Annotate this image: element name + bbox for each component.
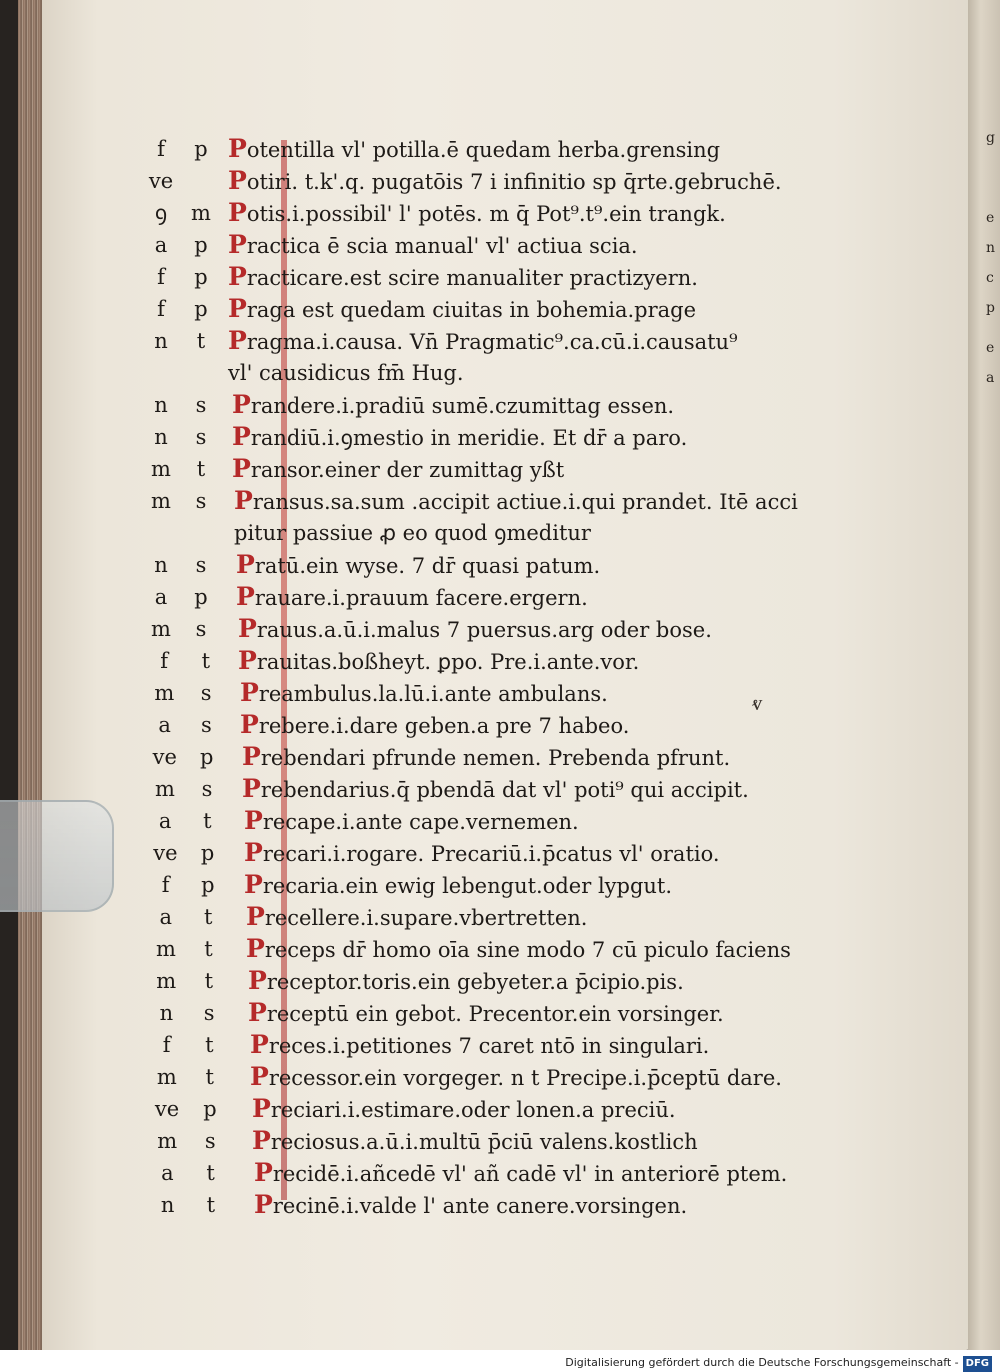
rubricated-initial: P xyxy=(244,838,263,867)
entry-remainder: receptor.toris.ein gebyeter.a p̄cipio.pis. xyxy=(266,970,684,994)
rubricated-initial: P xyxy=(232,390,251,419)
entry-text xyxy=(232,453,564,486)
grammar-mark-2: p xyxy=(194,233,208,257)
grammar-mark-1: n xyxy=(160,1193,175,1217)
grammar-mark-1: ve xyxy=(148,169,174,193)
grammar-mark-2: p xyxy=(194,297,208,321)
grammar-mark-2: t xyxy=(205,1065,214,1089)
rubricated-initial: P xyxy=(228,294,247,323)
grammar-mark-2: p xyxy=(200,841,215,865)
facing-page-letter: p xyxy=(986,300,995,316)
entry-text xyxy=(246,901,587,934)
grammar-mark-1: ꝯ xyxy=(154,201,168,225)
entry-text xyxy=(228,165,782,198)
grammar-mark-2: s xyxy=(195,425,207,449)
grammar-mark-2: s xyxy=(203,1001,215,1025)
entry-remainder: ragma.i.causa. Vn̄ Pragmatic⁹.ca.cū.i.causatu⁹ xyxy=(246,330,738,354)
entry-remainder: reces.i.petitiones 7 caret ntō in singulari. xyxy=(268,1034,710,1058)
grammar-mark-2: s xyxy=(195,553,207,577)
entry-text xyxy=(240,677,608,710)
grammar-mark-2: p xyxy=(194,585,208,609)
entry-text xyxy=(242,773,749,806)
entry-remainder: reciosus.a.ū.i.multū p̄ciū valens.kostlich xyxy=(270,1130,698,1154)
grammar-mark-1: f xyxy=(157,297,165,321)
grammar-mark-2: t xyxy=(196,329,206,353)
grammar-mark-1: ve xyxy=(152,745,177,769)
grammar-mark-2: t xyxy=(203,809,212,833)
entry-text: vl' causidicus fm̄ Hug. xyxy=(228,361,464,385)
facing-page-edge xyxy=(968,0,1000,1350)
rubricated-initial: P xyxy=(246,934,265,963)
entry-remainder: ransor.einer der zumittag yßt xyxy=(250,458,565,482)
rubricated-initial: P xyxy=(232,454,251,483)
entry-remainder: receps dr̄ homo oīa sine modo 7 cū piculo faciens xyxy=(264,938,791,962)
entry-remainder: randiū.i.ꝯmestio in meridie. Et dr̄ a paro. xyxy=(250,426,688,450)
entry-text xyxy=(240,709,629,742)
grammar-mark-1: a xyxy=(158,809,172,833)
entry-remainder: rauare.i.prauum facere.ergern. xyxy=(254,586,588,610)
grammar-mark-2: s xyxy=(200,681,212,705)
entry-text xyxy=(248,965,684,998)
entry-text xyxy=(238,645,639,678)
entry-remainder: otis.i.possibil' l' potēs. m q̄ Pot⁹.t⁹.ein trangk. xyxy=(246,202,726,226)
entry-remainder: ratū.ein wyse. 7 dr̄ quasi patum. xyxy=(254,554,601,578)
entry-remainder: reciari.i.estimare.oder lonen.a preciū. xyxy=(270,1098,676,1122)
entry-text xyxy=(246,933,791,966)
entry-text xyxy=(244,837,720,870)
entry-text xyxy=(236,581,588,614)
dfg-logo: DFG xyxy=(963,1356,992,1372)
entry-text xyxy=(238,613,712,646)
manuscript-page xyxy=(42,0,972,1350)
entry-text xyxy=(252,1125,698,1158)
rubricated-initial: P xyxy=(252,1094,271,1123)
entry-remainder: rebere.i.dare geben.a pre 7 habeo. xyxy=(258,714,630,738)
entry-remainder: ractica ē scia manual' vl' actiua scia. xyxy=(246,234,638,258)
entry-remainder: racticare.est scire manualiter practizyern. xyxy=(246,266,698,290)
entry-remainder: rauitas.boßheyt. ꝑpo. Pre.i.ante.vor. xyxy=(256,650,640,674)
grammar-mark-1: f xyxy=(157,265,165,289)
rubricated-initial: P xyxy=(254,1190,273,1219)
grammar-mark-1: n xyxy=(154,425,168,449)
entry-text xyxy=(254,1157,787,1190)
entry-text xyxy=(228,133,720,166)
entry-remainder: raga est quedam ciuitas in bohemia.prage xyxy=(246,298,697,322)
entry-text xyxy=(244,869,672,902)
entry-remainder: recape.i.ante cape.vernemen. xyxy=(262,810,579,834)
rubricated-initial: P xyxy=(234,486,253,515)
grammar-mark-1: ve xyxy=(154,1097,180,1121)
grammar-mark-2: p xyxy=(199,745,214,769)
grammar-mark-1: n xyxy=(154,393,168,417)
rubricated-initial: P xyxy=(248,966,267,995)
grammar-mark-2: t xyxy=(204,969,214,993)
rubricated-initial: P xyxy=(242,742,261,771)
grammar-mark-2: t xyxy=(204,937,213,961)
rubricated-initial: P xyxy=(244,870,263,899)
plastic-clip xyxy=(0,800,114,912)
facing-page-letter: g xyxy=(986,130,995,146)
entry-remainder: otiri. t.k'.q. pugatōis 7 i infinitio sp q̄rte.gebruchē. xyxy=(246,170,782,194)
rubricated-initial: P xyxy=(228,230,247,259)
grammar-mark-2: t xyxy=(206,1161,215,1185)
rubricated-initial: P xyxy=(228,326,247,355)
grammar-mark-1: f xyxy=(162,1033,171,1057)
grammar-mark-2: p xyxy=(194,265,208,289)
entry-text: pitur passiue ꝓ eo quod ꝯmeditur xyxy=(234,521,591,545)
grammar-mark-1: m xyxy=(156,1065,177,1089)
grammar-mark-1: m xyxy=(157,1129,178,1153)
entry-text xyxy=(234,485,798,518)
grammar-mark-1: m xyxy=(156,937,176,961)
grammar-mark-1: a xyxy=(161,1161,174,1185)
grammar-mark-1: ve xyxy=(153,841,178,865)
rubricated-initial: P xyxy=(228,134,247,163)
rubricated-initial: P xyxy=(242,774,261,803)
rubricated-initial: P xyxy=(232,422,251,451)
entry-text xyxy=(250,1029,709,1062)
entry-remainder: receptū ein gebot. Precentor.ein vorsinger. xyxy=(266,1002,724,1026)
entry-remainder: ransus.sa.sum .accipit actiue.i.qui prandet. Itē acci xyxy=(252,490,798,514)
grammar-mark-2: s xyxy=(195,393,207,417)
grammar-mark-2: t xyxy=(203,905,213,929)
rubricated-initial: P xyxy=(250,1062,269,1091)
grammar-mark-1: n xyxy=(159,1001,174,1025)
grammar-mark-1: f xyxy=(160,649,169,673)
facing-page-letter: c xyxy=(986,270,994,286)
grammar-mark-1: a xyxy=(158,713,171,737)
entry-remainder: reambulus.la.lū.i.ante ambulans. xyxy=(258,682,608,706)
grammar-mark-1: f xyxy=(157,137,165,161)
rubricated-initial: P xyxy=(250,1030,269,1059)
grammar-mark-2: t xyxy=(196,457,206,481)
rubricated-initial: P xyxy=(244,806,263,835)
facing-page-letter: e xyxy=(986,210,995,226)
rubricated-initial: P xyxy=(240,710,259,739)
grammar-mark-1: m xyxy=(151,457,171,481)
rubricated-initial: P xyxy=(238,646,257,675)
facing-page-letter: e xyxy=(986,340,995,356)
entry-text xyxy=(228,229,638,262)
entry-text xyxy=(232,421,687,454)
entry-text xyxy=(228,325,738,358)
grammar-mark-1: m xyxy=(156,969,177,993)
grammar-mark-2: p xyxy=(203,1097,217,1121)
rubricated-initial: P xyxy=(238,614,257,643)
entry-text xyxy=(244,805,579,838)
grammar-mark-2: t xyxy=(206,1193,216,1217)
entry-remainder: rauus.a.ū.i.malus 7 puersus.arg oder bose. xyxy=(256,618,712,642)
facing-page-letter: n xyxy=(986,240,996,256)
grammar-mark-1: n xyxy=(154,553,168,577)
entry-remainder: recinē.i.valde l' ante canere.vorsingen. xyxy=(272,1194,688,1218)
rubricated-initial: P xyxy=(236,582,255,611)
entry-remainder: recellere.i.supare.vbertretten. xyxy=(264,906,588,930)
grammar-mark-2: s xyxy=(195,489,207,513)
entry-text xyxy=(228,197,726,230)
grammar-mark-2: t xyxy=(201,649,211,673)
grammar-mark-2: s xyxy=(201,777,213,801)
entry-remainder: recari.i.rogare. Precariū.i.p̄catus vl' oratio. xyxy=(262,842,720,866)
rubricated-initial: P xyxy=(236,550,255,579)
marginal-mark: ⱴ xyxy=(752,691,763,716)
grammar-mark-2: p xyxy=(194,137,208,161)
grammar-mark-2: s xyxy=(195,617,207,641)
entry-remainder: rebendari pfrunde nemen. Prebenda pfrunt. xyxy=(260,746,731,770)
grammar-mark-2: t xyxy=(205,1033,214,1057)
rubricated-initial: P xyxy=(228,262,247,291)
grammar-mark-2: s xyxy=(204,1129,216,1153)
rubricated-initial: P xyxy=(248,998,267,1027)
grammar-mark-1: m xyxy=(154,681,175,705)
grammar-mark-1: m xyxy=(151,489,171,513)
footer-credit xyxy=(565,1355,992,1371)
entry-remainder: recaria.ein ewig lebengut.oder lypgut. xyxy=(262,874,673,898)
entry-remainder: randere.i.pradiū sumē.czumittag essen. xyxy=(250,394,675,418)
grammar-mark-1: m xyxy=(155,777,175,801)
entry-remainder: otentilla vl' potilla.ē quedam herba.grensing xyxy=(246,138,721,162)
grammar-mark-2: p xyxy=(201,873,215,897)
rubricated-initial: P xyxy=(240,678,259,707)
entry-text xyxy=(242,741,730,774)
entry-remainder: rebendarius.q̄ pbendā dat vl' poti⁹ qui accipit. xyxy=(260,778,749,802)
grammar-mark-2: m xyxy=(191,201,211,225)
entry-text xyxy=(232,389,674,422)
grammar-mark-1: f xyxy=(161,873,170,897)
facing-page-letter: a xyxy=(986,370,995,386)
rubricated-initial: P xyxy=(228,198,247,227)
footer-text: Digitalisierung gefördert durch die Deutsche Forschungsgemeinschaft - xyxy=(565,1356,959,1369)
entry-remainder: recessor.ein vorgeger. n t Precipe.i.p̄ceptū dare. xyxy=(268,1066,782,1090)
grammar-mark-1: a xyxy=(159,905,173,929)
grammar-mark-1: n xyxy=(154,329,168,353)
entry-remainder: recidē.i.añcedē vl' añ cadē vl' in anteriorē ptem. xyxy=(272,1162,788,1186)
entry-text xyxy=(228,261,698,294)
rubricated-initial: P xyxy=(252,1126,271,1155)
rubricated-initial: P xyxy=(254,1158,273,1187)
grammar-mark-2: s xyxy=(201,713,212,737)
grammar-mark-1: m xyxy=(151,617,171,641)
entry-text xyxy=(252,1093,676,1126)
entry-text xyxy=(228,293,696,326)
rubricated-initial: P xyxy=(246,902,265,931)
entry-text xyxy=(236,549,600,582)
rubricated-initial: P xyxy=(228,166,247,195)
grammar-mark-1: a xyxy=(154,585,168,609)
entry-text xyxy=(254,1189,687,1222)
entry-text xyxy=(248,997,724,1030)
entry-text xyxy=(250,1061,782,1094)
grammar-mark-1: a xyxy=(154,233,168,257)
